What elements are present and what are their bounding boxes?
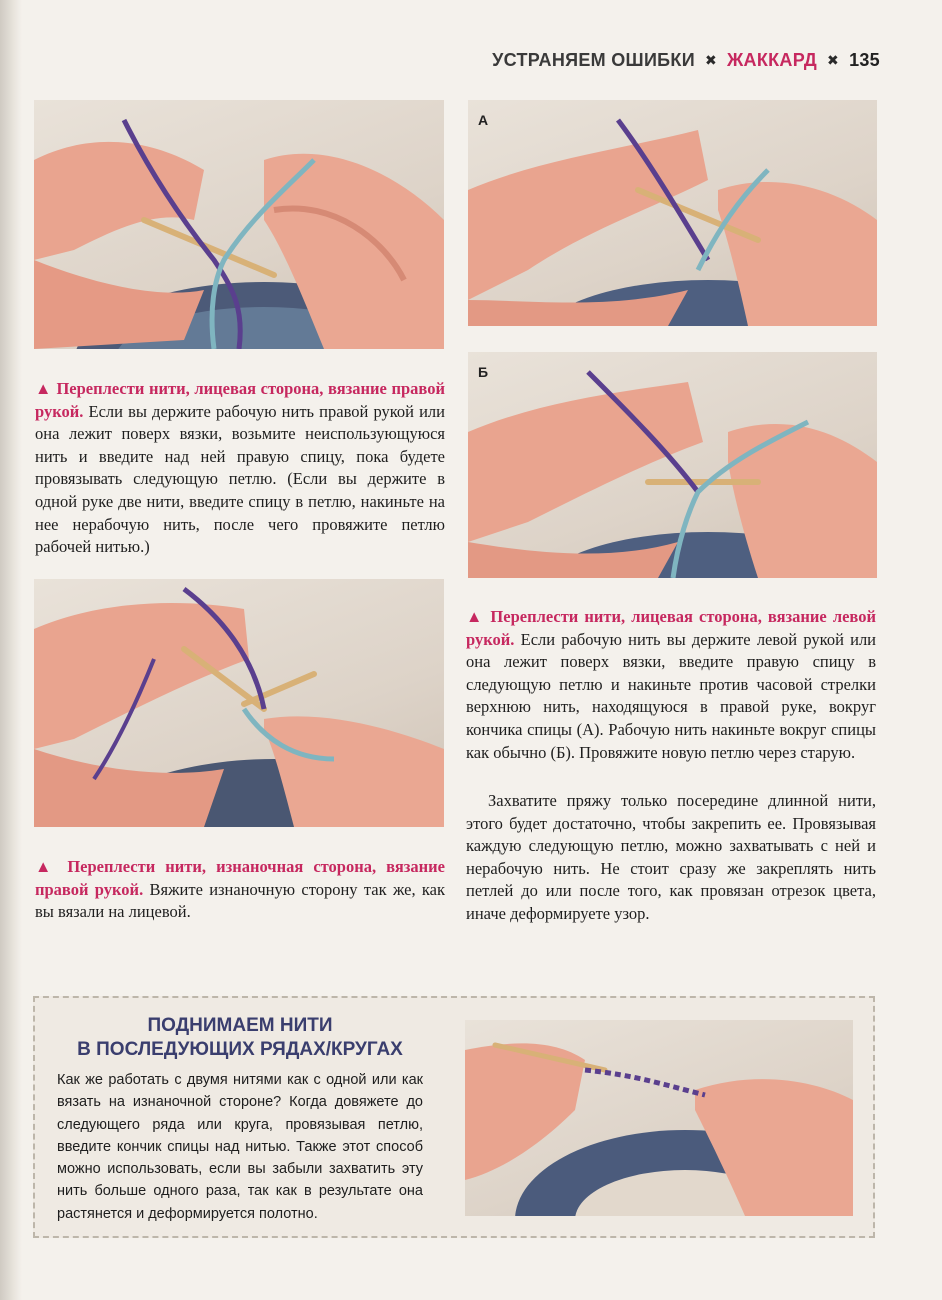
header-section: УСТРАНЯЕМ ОШИБКИ xyxy=(492,50,695,70)
photo-knit-right-hand-back xyxy=(34,579,444,827)
body-paragraph-text: Захватите пряжу только посередине длинной нити, этого будет достаточно, чтобы закрепить ее. Провязывая каждую следующую петлю, можно захватывать с ней и нерабочую нить. Не стоит сразу же закреплять нить петлей до или после того, как провязан отрезок цвета, иначе деформируете узор. xyxy=(466,791,876,923)
caption-text: Если рабочую нить вы держите левой рукой или она лежит поверх вязки, введите правую спицу в следующую петлю и накиньте против часовой стрелки верхнюю нить, находящуюся в правой руке, вокруг кончика спицы (А). Рабочую нить накиньте вокруг спицы как обычно (Б). Провяжите новую петлю через старую. xyxy=(466,629,877,762)
caption-right-hand-front xyxy=(35,378,445,559)
header-separator-icon: ✖ xyxy=(704,52,717,68)
triangle-bullet-icon: ▲ xyxy=(35,379,52,398)
photo-label-a: А xyxy=(478,112,489,128)
header-category: ЖАККАРД xyxy=(726,50,818,70)
caption-lead: Переплести нити, лицевая сторона, вязание правой рукой. xyxy=(35,379,445,421)
caption-lead: Переплести нити, изнаночная сторона, вязание правой рукой. xyxy=(35,857,445,899)
photo-knit-left-hand-step-a xyxy=(468,100,877,326)
tip-box-body: Как же работать с двумя нитями как с одной или как вязать на изнаночной стороне? Когда довяжете до следующего ряда или круга, провязывая петлю, введите кончик спицы над нитью. Также этот способ можно использовать, если вы забыли захватить эту нить больше одного раза, так как в результате она растянется и деформируется полотно. xyxy=(57,1072,423,1222)
page-number: 135 xyxy=(849,50,880,70)
photo-knit-right-hand-front xyxy=(34,100,444,349)
tip-box-title-line-2: В ПОСЛЕДУЮЩИХ РЯДАХ/КРУГАХ xyxy=(77,1039,403,1060)
photo-picking-up-yarn xyxy=(465,1020,853,1216)
triangle-bullet-icon: ▲ xyxy=(35,857,58,876)
tip-box-title xyxy=(50,1014,430,1062)
caption-text: Если вы держите рабочую нить правой рукой или она лежит поверх вязки, возьмите неиспользующуюся нить и введите над ней правую спицу, пока будете провязывать следующую петлю. (Если вы держите в одной руке две нити, введите спицу в петлю, накиньте на нее нерабочую нить, после чего провяжите петлю рабочей нитью.) xyxy=(35,401,445,557)
photo-knit-left-hand-step-b xyxy=(468,352,877,578)
caption-left-hand-front xyxy=(466,606,876,764)
header-separator-icon: ✖ xyxy=(827,52,840,68)
caption-lead: Переплести нити, лицевая сторона, вязание левой рукой. xyxy=(466,607,876,649)
caption-right-hand-back xyxy=(35,856,445,924)
triangle-bullet-icon: ▲ xyxy=(466,607,485,626)
running-header xyxy=(492,50,880,71)
photo-label-b: Б xyxy=(478,364,489,380)
page-spine-shadow xyxy=(0,0,22,1300)
tip-box-title-line-1: ПОДНИМАЕМ НИТИ xyxy=(147,1015,333,1036)
body-paragraph xyxy=(466,790,876,926)
caption-text: Вяжите изнаночную сторону так же, как вы вязали на лицевой. xyxy=(35,879,446,922)
